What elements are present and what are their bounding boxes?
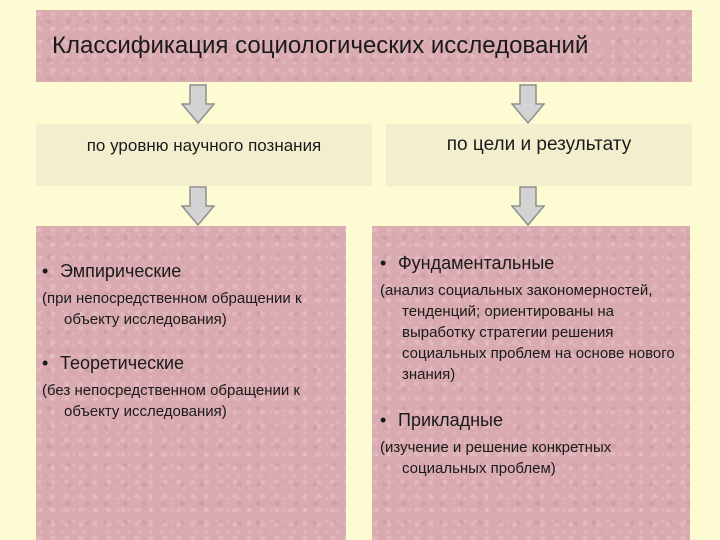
category-goal-result <box>386 124 692 186</box>
item-note: (изучение и решение конкретных социальных проблем) <box>380 439 612 477</box>
arrow-down-icon <box>511 186 545 226</box>
list-item-applied <box>380 409 682 479</box>
category-label: по уровню научного познания <box>86 136 322 155</box>
knowledge-level-list <box>36 226 346 540</box>
list-item-theoretical <box>42 352 336 422</box>
item-name: Фундаментальные <box>398 253 555 273</box>
item-name: Прикладные <box>398 410 503 430</box>
bullet-icon: • <box>42 353 49 373</box>
list-item-fundamental <box>380 252 682 385</box>
bullet-icon: • <box>42 261 49 281</box>
title-box <box>36 10 692 82</box>
arrow-down-icon <box>181 84 215 124</box>
goal-result-list <box>372 226 690 540</box>
arrow-down-icon <box>181 186 215 226</box>
item-note: (при непосредственном обращении к объекту исследования) <box>42 290 302 328</box>
category-knowledge-level <box>36 124 372 186</box>
item-note: (анализ социальных закономерностей, тенденций; ориентированы на выработку стратегии решения социальных проблем на основе нового знания) <box>380 282 675 383</box>
item-name: Эмпирические <box>60 261 182 281</box>
bullet-icon: • <box>380 253 387 273</box>
category-label: по цели и результату <box>446 134 632 155</box>
diagram-title: Классификация социологических исследований <box>52 32 589 59</box>
list-item-empirical <box>42 260 336 330</box>
bullet-icon: • <box>380 410 387 430</box>
arrow-down-icon <box>511 84 545 124</box>
item-name: Теоретические <box>60 353 185 373</box>
item-note: (без непосредственном обращении к объекту исследования) <box>42 382 300 420</box>
